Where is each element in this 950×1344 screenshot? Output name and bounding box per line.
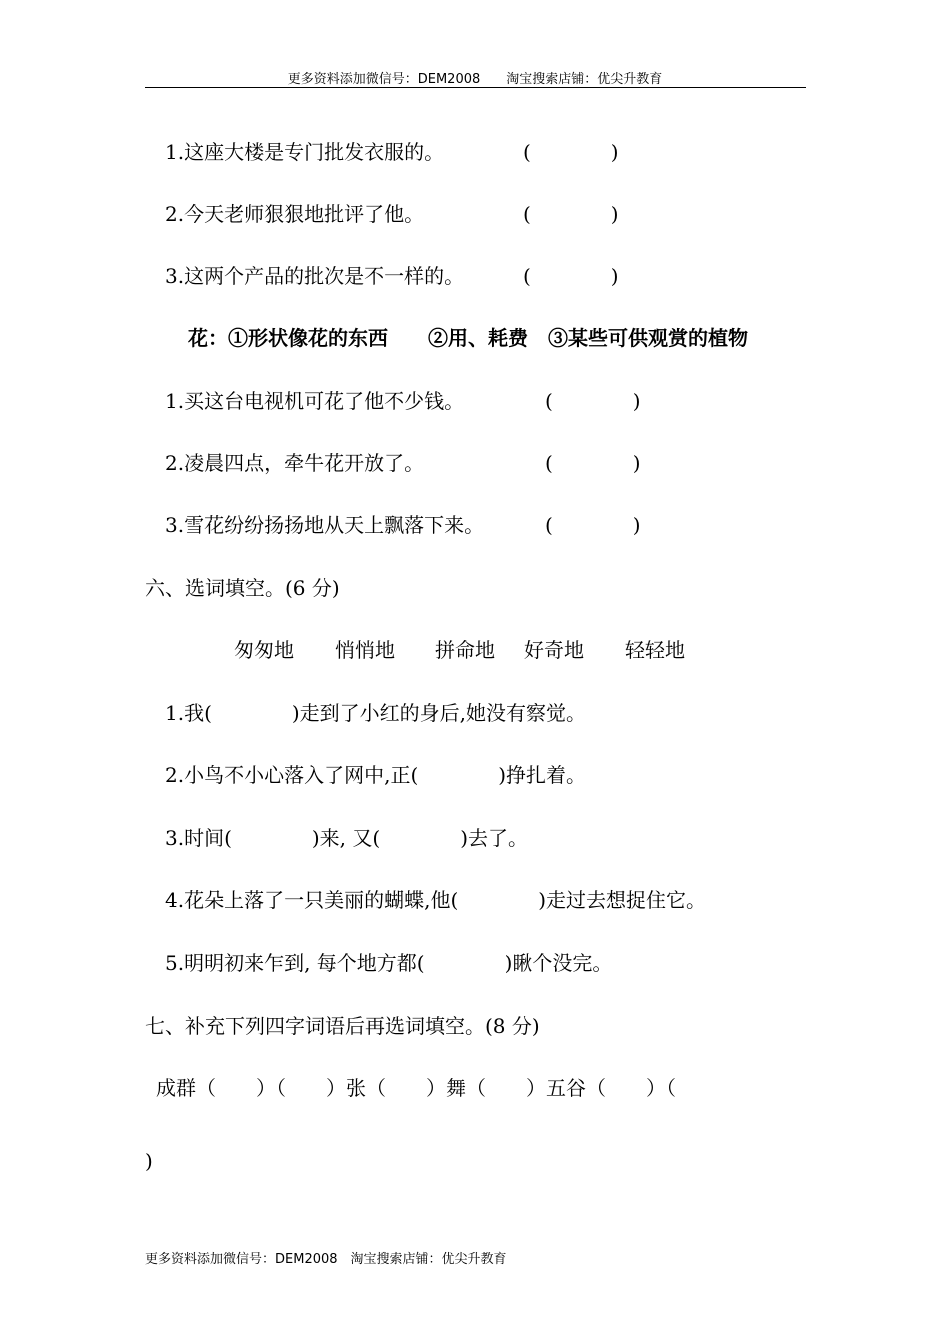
pi-item-3-answer: ( ) (523, 264, 619, 288)
word-option-5: 轻轻地 (625, 638, 685, 662)
hua-definitions: 花：①形状像花的东西 ②用、耗费 ③某些可供观赏的植物 (188, 326, 748, 350)
hua-item-1-answer: ( ) (545, 389, 641, 413)
section6-item-3: 3.时间( )来, 又( )去了。 (165, 826, 529, 850)
pi-item-2: 2.今天老师狠狠地批评了他。 (165, 202, 425, 226)
section6-title: 六、选词填空。(6 分) (145, 576, 340, 600)
section6-item-4: 4.花朵上落了一只美丽的蝴蝶,他( )走过去想捉住它。 (165, 888, 707, 912)
word-option-4: 好奇地 (524, 638, 584, 662)
section6-item-5: 5.明明初来乍到, 每个地方都( )瞅个没完。 (165, 951, 613, 975)
section7-line-2: ) (145, 1149, 153, 1173)
pi-item-2-answer: ( ) (523, 202, 619, 226)
section6-item-2: 2.小鸟不小心落入了网中,正( )挣扎着。 (165, 763, 587, 787)
hua-item-3: 3.雪花纷纷扬扬地从天上飘落下来。 (165, 513, 485, 537)
section6-item-1: 1.我( )走到了小红的身后,她没有察觉。 (165, 701, 587, 725)
hua-item-2-answer: ( ) (545, 451, 641, 475)
word-option-1: 匆匆地 (234, 638, 294, 662)
word-option-2: 悄悄地 (335, 638, 395, 662)
hua-item-1: 1.买这台电视机可花了他不少钱。 (165, 389, 465, 413)
pi-item-1: 1.这座大楼是专门批发衣服的。 (165, 140, 445, 164)
section7-title: 七、补充下列四字词语后再选词填空。(8 分) (145, 1014, 540, 1038)
pi-item-1-answer: ( ) (523, 140, 619, 164)
section7-line-1: 成群（ ）（ ）张（ ）舞（ ）五谷（ ）（ (156, 1076, 676, 1100)
page-footer: 更多资料添加微信号：DEM2008 淘宝搜索店铺：优尖升教育 (145, 1252, 507, 1267)
header-rule (145, 87, 806, 88)
word-option-3: 拼命地 (435, 638, 495, 662)
page-header: 更多资料添加微信号：DEM2008 淘宝搜索店铺：优尖升教育 (287, 72, 663, 87)
hua-item-2: 2.凌晨四点，牵牛花开放了。 (165, 451, 425, 475)
pi-item-3: 3.这两个产品的批次是不一样的。 (165, 264, 465, 288)
hua-item-3-answer: ( ) (545, 513, 641, 537)
